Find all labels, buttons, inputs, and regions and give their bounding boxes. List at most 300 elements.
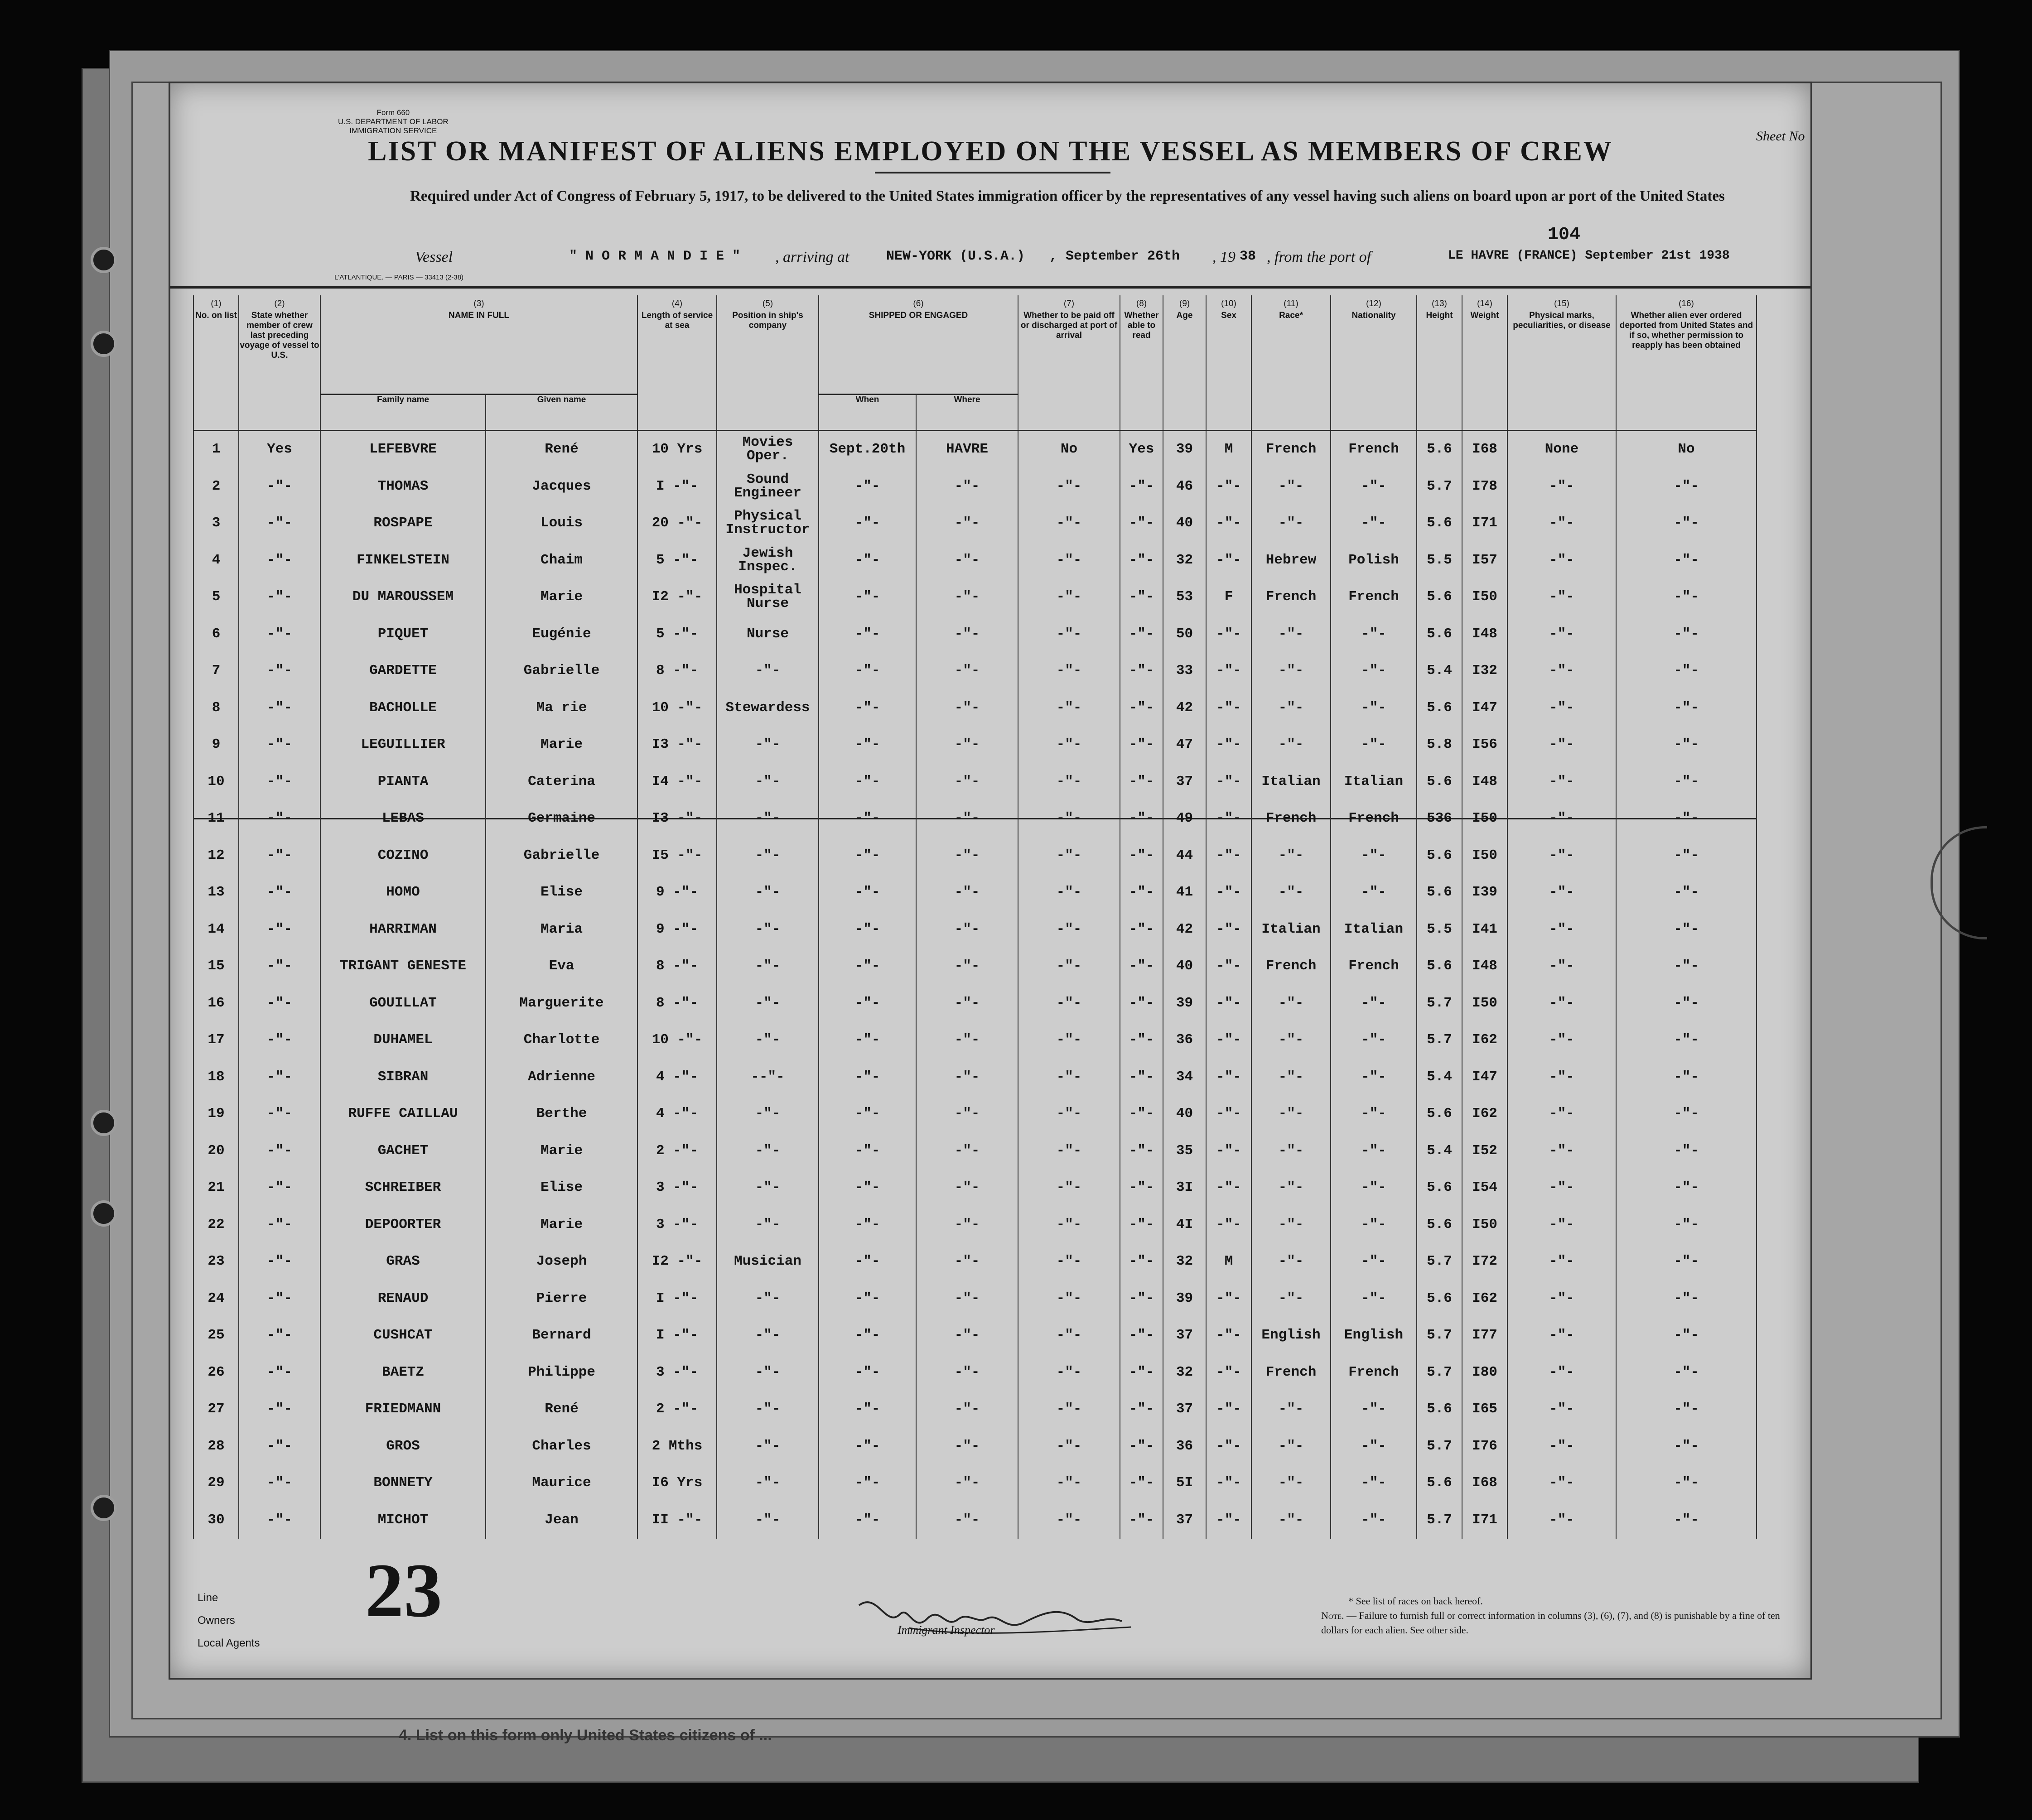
- row-height: 536: [1417, 800, 1462, 838]
- row-shipped-when: -"-: [819, 948, 916, 985]
- col-header-paid-off: (7) Whether to be paid off or discharged at port of arrival: [1018, 295, 1120, 430]
- row-deported: -"-: [1616, 1280, 1757, 1317]
- row-given-name: Elise: [486, 874, 637, 911]
- row-race: French: [1251, 948, 1331, 985]
- table-row: [193, 1465, 1757, 1502]
- row-deported: -"-: [1616, 1354, 1757, 1391]
- row-paid-off: -"-: [1018, 1428, 1120, 1465]
- row-weight: I68: [1462, 1465, 1507, 1502]
- row-service-length: I3 -"-: [637, 727, 717, 764]
- row-list-number: 27: [193, 1391, 239, 1428]
- row-position: --"-: [717, 1059, 819, 1096]
- table-row: [193, 1428, 1757, 1465]
- row-previous-voyage: -"-: [239, 948, 320, 985]
- row-weight: I62: [1462, 1022, 1507, 1059]
- row-list-number: 16: [193, 985, 239, 1022]
- table-row: [193, 542, 1757, 579]
- year-suffix: 38: [1240, 249, 1256, 264]
- row-physical-marks: -"-: [1507, 1428, 1616, 1465]
- col-header-weight: (14) Weight: [1462, 295, 1507, 430]
- row-nationality: -"-: [1331, 1428, 1417, 1465]
- row-family-name: LEBAS: [320, 800, 486, 838]
- row-weight: I39: [1462, 874, 1507, 911]
- row-paid-off: -"-: [1018, 985, 1120, 1022]
- row-position: -"-: [717, 1391, 819, 1428]
- row-paid-off: -"-: [1018, 763, 1120, 800]
- row-physical-marks: -"-: [1507, 1206, 1616, 1243]
- row-able-to-read: -"-: [1120, 1280, 1163, 1317]
- inspector-signature: [850, 1587, 1140, 1646]
- row-shipped-when: -"-: [819, 763, 916, 800]
- races-note: * See list of races on back hereof.: [1348, 1595, 1483, 1607]
- row-given-name: Marie: [486, 579, 637, 616]
- row-service-length: 5 -"-: [637, 542, 717, 579]
- row-family-name: SCHREIBER: [320, 1170, 486, 1207]
- row-age: 40: [1163, 505, 1206, 542]
- row-age: 41: [1163, 874, 1206, 911]
- row-able-to-read: -"-: [1120, 468, 1163, 505]
- row-paid-off: -"-: [1018, 1096, 1120, 1133]
- row-shipped-when: -"-: [819, 985, 916, 1022]
- row-shipped-when: -"-: [819, 1206, 916, 1243]
- row-nationality: French: [1331, 430, 1417, 468]
- row-nationality: -"-: [1331, 1022, 1417, 1059]
- row-family-name: GROS: [320, 1428, 486, 1465]
- row-position: -"-: [717, 1206, 819, 1243]
- row-race: French: [1251, 430, 1331, 468]
- row-race: -"-: [1251, 1022, 1331, 1059]
- row-service-length: 10 Yrs: [637, 430, 717, 468]
- table-row: [193, 430, 1757, 468]
- row-physical-marks: None: [1507, 430, 1616, 468]
- row-age: 44: [1163, 837, 1206, 874]
- inspector-label: Immigrant Inspector: [898, 1623, 995, 1637]
- row-shipped-where: -"-: [916, 1132, 1018, 1170]
- row-weight: I76: [1462, 1428, 1507, 1465]
- row-nationality: Italian: [1331, 763, 1417, 800]
- row-family-name: FINKELSTEIN: [320, 542, 486, 579]
- row-race: French: [1251, 800, 1331, 838]
- row-nationality: -"-: [1331, 837, 1417, 874]
- row-deported: -"-: [1616, 579, 1757, 616]
- row-previous-voyage: -"-: [239, 911, 320, 948]
- row-able-to-read: -"-: [1120, 948, 1163, 985]
- row-physical-marks: -"-: [1507, 1059, 1616, 1096]
- row-given-name: Louis: [486, 505, 637, 542]
- row-list-number: 14: [193, 911, 239, 948]
- row-physical-marks: -"-: [1507, 1354, 1616, 1391]
- row-list-number: 17: [193, 1022, 239, 1059]
- printer-imprint: L'ATLANTIQUE. — PARIS — 33413 (2-38): [334, 274, 463, 281]
- row-sex: -"-: [1206, 542, 1251, 579]
- row-height: 5.6: [1417, 837, 1462, 874]
- row-previous-voyage: -"-: [239, 579, 320, 616]
- row-family-name: FRIEDMANN: [320, 1391, 486, 1428]
- row-age: 3I: [1163, 1170, 1206, 1207]
- row-position: Sound Engineer: [717, 468, 819, 505]
- row-physical-marks: -"-: [1507, 1280, 1616, 1317]
- binder-hole: [91, 247, 117, 273]
- row-sex: -"-: [1206, 468, 1251, 505]
- row-nationality: -"-: [1331, 727, 1417, 764]
- row-sex: -"-: [1206, 1170, 1251, 1207]
- row-shipped-when: Sept.20th: [819, 430, 916, 468]
- row-race: -"-: [1251, 1391, 1331, 1428]
- row-able-to-read: -"-: [1120, 837, 1163, 874]
- vessel-label: Vessel: [415, 249, 453, 265]
- row-deported: -"-: [1616, 1317, 1757, 1354]
- row-physical-marks: -"-: [1507, 616, 1616, 653]
- row-previous-voyage: -"-: [239, 1502, 320, 1539]
- row-deported: -"-: [1616, 1465, 1757, 1502]
- row-given-name: Marie: [486, 727, 637, 764]
- row-height: 5.6: [1417, 1206, 1462, 1243]
- row-given-name: Maurice: [486, 1465, 637, 1502]
- row-height: 5.6: [1417, 616, 1462, 653]
- row-given-name: Maria: [486, 911, 637, 948]
- table-row: [193, 911, 1757, 948]
- row-weight: I48: [1462, 763, 1507, 800]
- row-given-name: Charles: [486, 1428, 637, 1465]
- row-previous-voyage: -"-: [239, 689, 320, 727]
- row-physical-marks: -"-: [1507, 1170, 1616, 1207]
- row-able-to-read: -"-: [1120, 1243, 1163, 1281]
- row-shipped-when: -"-: [819, 1502, 916, 1539]
- table-row: [193, 505, 1757, 542]
- row-able-to-read: -"-: [1120, 1354, 1163, 1391]
- row-given-name: René: [486, 1391, 637, 1428]
- row-able-to-read: -"-: [1120, 1206, 1163, 1243]
- department-name: U.S. DEPARTMENT OF LABOR: [338, 117, 449, 126]
- row-nationality: -"-: [1331, 1132, 1417, 1170]
- row-able-to-read: -"-: [1120, 1502, 1163, 1539]
- row-family-name: HOMO: [320, 874, 486, 911]
- row-sex: M: [1206, 430, 1251, 468]
- row-weight: I71: [1462, 1502, 1507, 1539]
- row-given-name: Eugénie: [486, 616, 637, 653]
- row-shipped-when: -"-: [819, 653, 916, 690]
- row-deported: -"-: [1616, 653, 1757, 690]
- row-list-number: 19: [193, 1096, 239, 1133]
- row-family-name: PIANTA: [320, 763, 486, 800]
- row-physical-marks: -"-: [1507, 1502, 1616, 1539]
- row-age: 49: [1163, 800, 1206, 838]
- row-sex: -"-: [1206, 1391, 1251, 1428]
- row-height: 5.7: [1417, 1022, 1462, 1059]
- row-previous-voyage: -"-: [239, 1280, 320, 1317]
- row-given-name: Jean: [486, 1502, 637, 1539]
- row-position: -"-: [717, 1170, 819, 1207]
- row-service-length: 3 -"-: [637, 1354, 717, 1391]
- row-position: Physical Instructor: [717, 505, 819, 542]
- row-weight: I47: [1462, 1059, 1507, 1096]
- row-age: 37: [1163, 1317, 1206, 1354]
- row-paid-off: -"-: [1018, 468, 1120, 505]
- row-given-name: Adrienne: [486, 1059, 637, 1096]
- title-divider: [875, 172, 1110, 173]
- row-service-length: 20 -"-: [637, 505, 717, 542]
- row-paid-off: -"-: [1018, 653, 1120, 690]
- row-age: 37: [1163, 1502, 1206, 1539]
- row-nationality: -"-: [1331, 1280, 1417, 1317]
- row-race: English: [1251, 1317, 1331, 1354]
- row-nationality: French: [1331, 948, 1417, 985]
- row-service-length: 4 -"-: [637, 1096, 717, 1133]
- row-able-to-read: -"-: [1120, 505, 1163, 542]
- row-weight: I50: [1462, 985, 1507, 1022]
- row-age: 37: [1163, 1391, 1206, 1428]
- row-given-name: Chaim: [486, 542, 637, 579]
- row-weight: I65: [1462, 1391, 1507, 1428]
- underlying-page-text: 4. List on this form only United States citizens of ...: [399, 1727, 772, 1744]
- row-given-name: Eva: [486, 948, 637, 985]
- row-deported: -"-: [1616, 911, 1757, 948]
- row-service-length: I6 Yrs: [637, 1465, 717, 1502]
- sheet-number-value: 104: [1548, 225, 1581, 245]
- row-sex: M: [1206, 1243, 1251, 1281]
- row-list-number: 5: [193, 579, 239, 616]
- row-nationality: -"-: [1331, 1391, 1417, 1428]
- row-shipped-where: -"-: [916, 616, 1018, 653]
- row-given-name: Germaine: [486, 800, 637, 838]
- row-race: -"-: [1251, 874, 1331, 911]
- row-family-name: BAETZ: [320, 1354, 486, 1391]
- row-family-name: LEFEBVRE: [320, 430, 486, 468]
- row-age: 47: [1163, 727, 1206, 764]
- row-previous-voyage: -"-: [239, 837, 320, 874]
- table-row: [193, 1280, 1757, 1317]
- row-position: Jewish Inspec.: [717, 542, 819, 579]
- row-position: -"-: [717, 1428, 819, 1465]
- row-paid-off: -"-: [1018, 616, 1120, 653]
- row-family-name: DU MAROUSSEM: [320, 579, 486, 616]
- row-nationality: -"-: [1331, 985, 1417, 1022]
- row-given-name: Elise: [486, 1170, 637, 1207]
- row-shipped-when: -"-: [819, 505, 916, 542]
- row-service-length: 8 -"-: [637, 985, 717, 1022]
- col-header-name: (3) NAME IN FULL: [320, 295, 637, 394]
- row-service-length: 3 -"-: [637, 1206, 717, 1243]
- row-given-name: Charlotte: [486, 1022, 637, 1059]
- sheet-number-label: Sheet No: [1756, 129, 1805, 144]
- row-list-number: 12: [193, 837, 239, 874]
- row-age: 35: [1163, 1132, 1206, 1170]
- row-race: French: [1251, 1354, 1331, 1391]
- row-weight: I62: [1462, 1280, 1507, 1317]
- row-nationality: English: [1331, 1317, 1417, 1354]
- row-list-number: 4: [193, 542, 239, 579]
- row-shipped-where: -"-: [916, 1022, 1018, 1059]
- row-shipped-where: -"-: [916, 837, 1018, 874]
- row-shipped-where: -"-: [916, 911, 1018, 948]
- row-family-name: BONNETY: [320, 1465, 486, 1502]
- row-previous-voyage: -"-: [239, 1428, 320, 1465]
- row-sex: -"-: [1206, 763, 1251, 800]
- row-age: 50: [1163, 616, 1206, 653]
- arriving-port: NEW-YORK (U.S.A.): [886, 249, 1025, 264]
- row-physical-marks: -"-: [1507, 1465, 1616, 1502]
- row-physical-marks: -"-: [1507, 763, 1616, 800]
- row-position: -"-: [717, 1317, 819, 1354]
- row-nationality: -"-: [1331, 1096, 1417, 1133]
- row-service-length: I2 -"-: [637, 1243, 717, 1281]
- row-paid-off: -"-: [1018, 1022, 1120, 1059]
- row-race: -"-: [1251, 505, 1331, 542]
- row-list-number: 22: [193, 1206, 239, 1243]
- row-physical-marks: -"-: [1507, 837, 1616, 874]
- row-previous-voyage: -"-: [239, 800, 320, 838]
- row-given-name: Caterina: [486, 763, 637, 800]
- row-age: 32: [1163, 1243, 1206, 1281]
- row-shipped-when: -"-: [819, 1096, 916, 1133]
- row-physical-marks: -"-: [1507, 1317, 1616, 1354]
- row-family-name: RUFFE CAILLAU: [320, 1096, 486, 1133]
- row-paid-off: -"-: [1018, 505, 1120, 542]
- row-physical-marks: -"-: [1507, 727, 1616, 764]
- row-shipped-when: -"-: [819, 1391, 916, 1428]
- row-previous-voyage: -"-: [239, 505, 320, 542]
- row-race: Hebrew: [1251, 542, 1331, 579]
- page-title: LIST OR MANIFEST OF ALIENS EMPLOYED ON THE VESSEL AS MEMBERS OF CREW: [368, 136, 1613, 167]
- row-height: 5.7: [1417, 1354, 1462, 1391]
- table-row: [193, 616, 1757, 653]
- row-nationality: -"-: [1331, 1170, 1417, 1207]
- col-header-able-to-read: (8) Whether able to read: [1120, 295, 1163, 430]
- row-race: -"-: [1251, 1243, 1331, 1281]
- row-sex: -"-: [1206, 874, 1251, 911]
- row-deported: -"-: [1616, 837, 1757, 874]
- row-weight: I47: [1462, 689, 1507, 727]
- row-shipped-where: -"-: [916, 1317, 1018, 1354]
- row-deported: -"-: [1616, 1096, 1757, 1133]
- row-service-length: I -"-: [637, 1317, 717, 1354]
- requirement-text: Required under Act of Congress of February 5, 1917, to be delivered to the United States immigration officer by the representatives of any vessel having such aliens on board upon ar port of the United States: [410, 188, 1725, 204]
- row-list-number: 6: [193, 616, 239, 653]
- row-paid-off: -"-: [1018, 1206, 1120, 1243]
- row-shipped-where: -"-: [916, 1391, 1018, 1428]
- row-weight: I56: [1462, 727, 1507, 764]
- row-shipped-when: -"-: [819, 837, 916, 874]
- row-shipped-when: -"-: [819, 800, 916, 838]
- row-shipped-where: -"-: [916, 1428, 1018, 1465]
- row-weight: I50: [1462, 579, 1507, 616]
- row-shipped-where: -"-: [916, 468, 1018, 505]
- row-position: -"-: [717, 1022, 819, 1059]
- row-list-number: 11: [193, 800, 239, 838]
- row-sex: -"-: [1206, 985, 1251, 1022]
- row-previous-voyage: -"-: [239, 874, 320, 911]
- row-deported: -"-: [1616, 505, 1757, 542]
- owners-label: Owners: [198, 1614, 235, 1627]
- row-physical-marks: -"-: [1507, 800, 1616, 838]
- row-service-length: 9 -"-: [637, 911, 717, 948]
- row-nationality: -"-: [1331, 505, 1417, 542]
- row-previous-voyage: -"-: [239, 1243, 320, 1281]
- row-shipped-where: -"-: [916, 1465, 1018, 1502]
- row-paid-off: -"-: [1018, 1354, 1120, 1391]
- row-family-name: DUHAMEL: [320, 1022, 486, 1059]
- row-sex: -"-: [1206, 1465, 1251, 1502]
- row-list-number: 10: [193, 763, 239, 800]
- row-age: 39: [1163, 430, 1206, 468]
- note-text: — Failure to furnish full or correct information in columns (3), (6), (7), and (8) is punishable by a fine of ten dollars for each alien. See other side.: [1321, 1610, 1780, 1636]
- row-family-name: COZINO: [320, 837, 486, 874]
- manifest-sheet: [169, 82, 1812, 1680]
- handwritten-count: 23: [365, 1548, 442, 1633]
- row-family-name: GRAS: [320, 1243, 486, 1281]
- row-sex: -"-: [1206, 727, 1251, 764]
- table-row: [193, 800, 1757, 838]
- col-header-age: (9) Age: [1163, 295, 1206, 430]
- crew-rows: [193, 430, 1757, 1539]
- row-service-length: 3 -"-: [637, 1170, 717, 1207]
- row-deported: -"-: [1616, 874, 1757, 911]
- row-list-number: 29: [193, 1465, 239, 1502]
- row-position: -"-: [717, 727, 819, 764]
- row-height: 5.4: [1417, 1059, 1462, 1096]
- row-shipped-where: -"-: [916, 985, 1018, 1022]
- row-shipped-where: -"-: [916, 727, 1018, 764]
- binder-hole: [91, 331, 117, 357]
- row-sex: -"-: [1206, 837, 1251, 874]
- table-row: [193, 763, 1757, 800]
- row-family-name: MICHOT: [320, 1502, 486, 1539]
- row-able-to-read: -"-: [1120, 874, 1163, 911]
- row-paid-off: -"-: [1018, 1170, 1120, 1207]
- row-position: -"-: [717, 1502, 819, 1539]
- row-race: -"-: [1251, 1502, 1331, 1539]
- row-deported: -"-: [1616, 1428, 1757, 1465]
- row-race: -"-: [1251, 1428, 1331, 1465]
- table-row: [193, 985, 1757, 1022]
- row-weight: I62: [1462, 1096, 1507, 1133]
- col-header-where: Where: [916, 394, 1018, 430]
- row-weight: I80: [1462, 1354, 1507, 1391]
- row-deported: -"-: [1616, 1391, 1757, 1428]
- table-row: [193, 1096, 1757, 1133]
- row-list-number: 20: [193, 1132, 239, 1170]
- row-weight: I32: [1462, 653, 1507, 690]
- row-able-to-read: -"-: [1120, 1022, 1163, 1059]
- row-paid-off: -"-: [1018, 911, 1120, 948]
- row-sex: -"-: [1206, 1317, 1251, 1354]
- row-previous-voyage: -"-: [239, 985, 320, 1022]
- binder-hole: [91, 1110, 117, 1136]
- row-deported: -"-: [1616, 1022, 1757, 1059]
- row-age: 36: [1163, 1428, 1206, 1465]
- row-paid-off: -"-: [1018, 727, 1120, 764]
- row-sex: -"-: [1206, 616, 1251, 653]
- row-nationality: Polish: [1331, 542, 1417, 579]
- row-deported: -"-: [1616, 727, 1757, 764]
- form-identifier: [338, 108, 449, 135]
- row-shipped-where: HAVRE: [916, 430, 1018, 468]
- row-weight: I54: [1462, 1170, 1507, 1207]
- row-shipped-where: -"-: [916, 1280, 1018, 1317]
- row-family-name: SIBRAN: [320, 1059, 486, 1096]
- row-height: 5.6: [1417, 430, 1462, 468]
- row-position: -"-: [717, 1465, 819, 1502]
- table-row: [193, 468, 1757, 505]
- row-able-to-read: Yes: [1120, 430, 1163, 468]
- row-physical-marks: -"-: [1507, 1132, 1616, 1170]
- row-family-name: TRIGANT GENESTE: [320, 948, 486, 985]
- row-service-length: I4 -"-: [637, 763, 717, 800]
- row-sex: -"-: [1206, 1280, 1251, 1317]
- row-sex: -"-: [1206, 653, 1251, 690]
- service-name: IMMIGRATION SERVICE: [349, 126, 437, 135]
- row-able-to-read: -"-: [1120, 985, 1163, 1022]
